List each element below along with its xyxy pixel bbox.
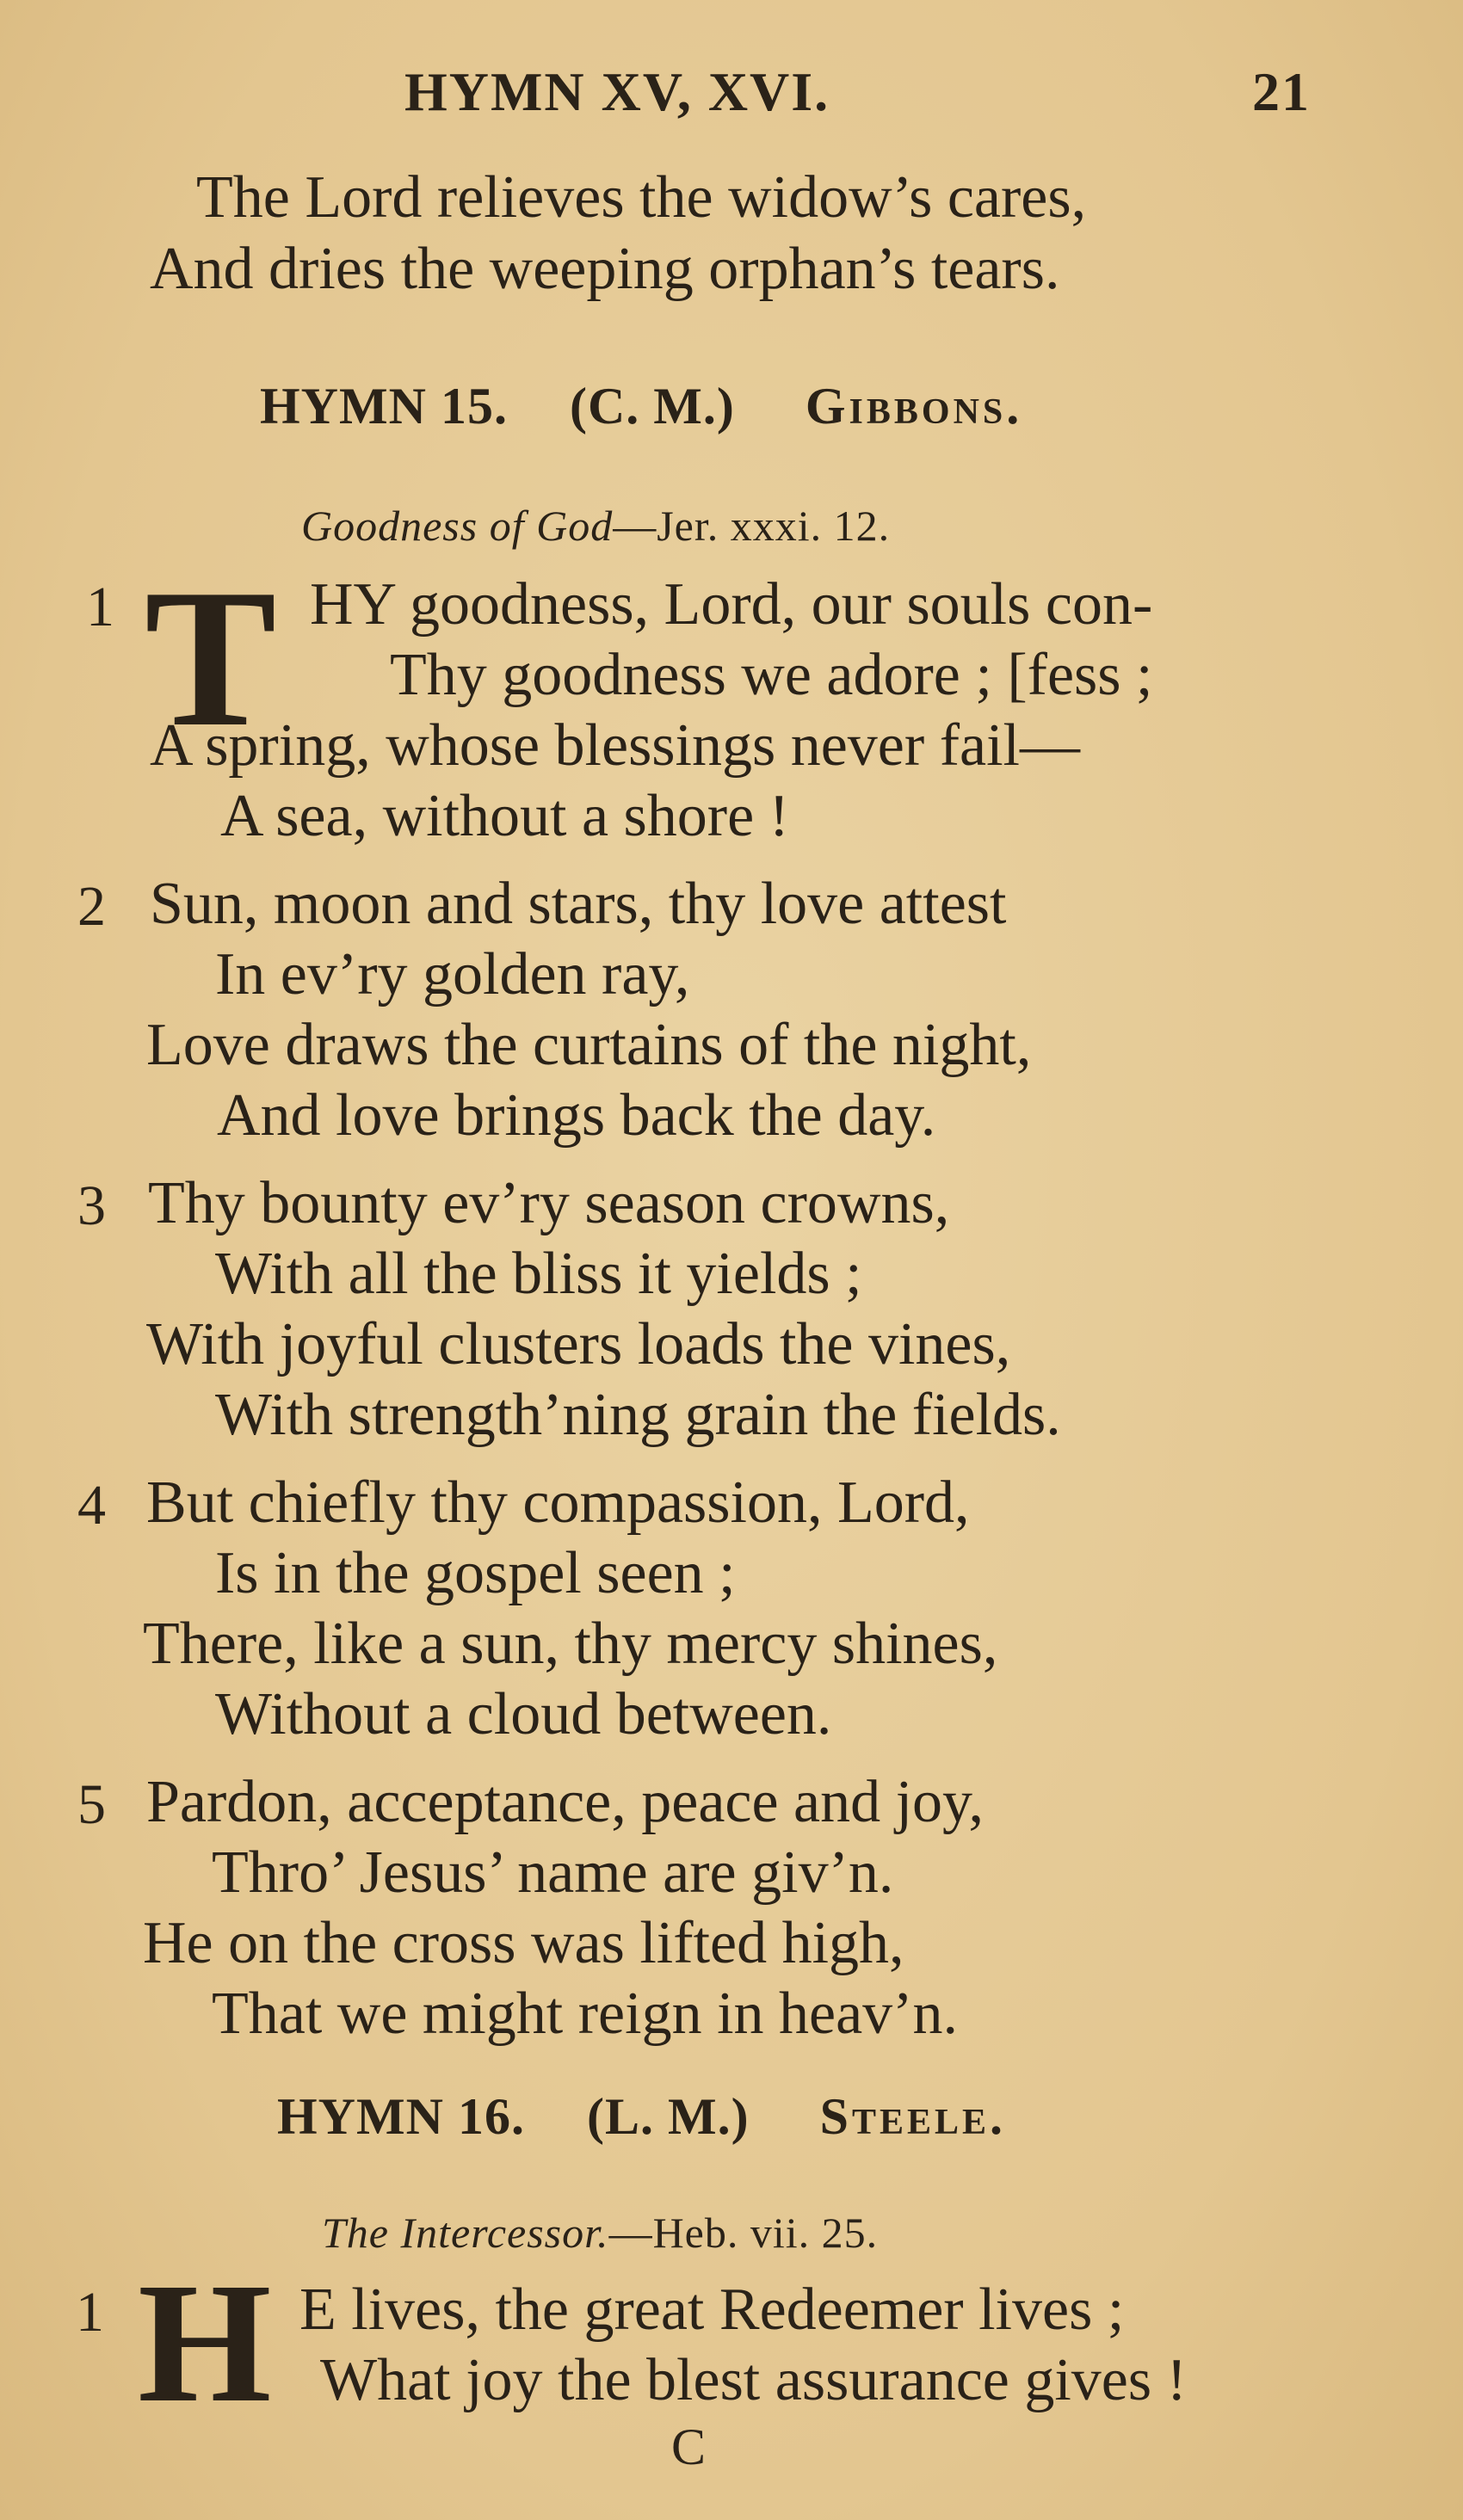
hymn-15-author: Gibbons. [805,378,1023,434]
verse-line: Thro’ Jesus’ name are giv’n. [212,1839,894,1906]
verse-line: Thy goodness we adore ; [fess ; [390,642,1153,708]
hymn-15-number: HYMN 15. [260,378,508,434]
verse-line: And love brings back the day. [217,1082,936,1149]
hymn-15-topic: Goodness of God [301,502,614,550]
hymn-16-number: HYMN 16. [277,2088,525,2145]
hymn-16-author: Steele. [819,2088,1007,2145]
preceding-line-1: The Lord relieves the widow’s cares, [196,164,1087,231]
verse-line: Without a cloud between. [215,1681,832,1747]
preceding-line-2: And dries the weeping orphan’s tears. [150,236,1060,302]
verse-line: What joy the blest assurance gives ! [320,2347,1187,2413]
verse-line: With all the bliss it yields ; [215,1241,862,1307]
stanza-number: 1 [86,576,114,638]
stanza-number: 4 [77,1474,106,1537]
verse-line: In ev’ry golden ray, [215,941,690,1007]
verse-line: That we might reign in heav’n. [212,1981,958,2047]
hymn-16-topic: The Intercessor. [322,2209,609,2257]
stanza-number: 2 [77,875,106,938]
verse-line: E lives, the great Redeemer lives ; [299,2277,1125,2343]
verse-line: With strength’ning grain the fields. [215,1382,1061,1448]
verse-line: Love draws the curtains of the night, [146,1012,1032,1078]
verse-line: Thy bounty ev’ry season crowns, [148,1170,950,1236]
verse-line: HY goodness, Lord, our souls con- [310,571,1153,638]
verse-line: A sea, without a shore ! [220,783,789,849]
verse-line: Sun, moon and stars, thy love attest [150,871,1007,937]
stanza-number: 1 [76,2281,104,2344]
hymn-15-meter: (C. M.) [569,378,735,434]
page-number: 21 [1252,61,1311,122]
drop-cap: H [138,2248,272,2438]
verse-line: With joyful clusters loads the vines, [146,1311,1011,1377]
running-head-title: HYMN XV, XVI. [404,61,830,122]
hymn-16-reference: —Heb. vii. 25. [608,2209,879,2257]
hymn-16-heading [277,2087,1006,2147]
verse-line: Pardon, acceptance, peace and joy, [146,1769,984,1835]
drop-cap: T [145,548,277,767]
hymn-15-reference: —Jer. xxxi. 12. [613,502,891,550]
hymn-16-subtitle [322,2208,878,2258]
verse-line: He on the cross was lifted high, [143,1910,904,1976]
verse-line: There, like a sun, thy mercy shines, [143,1611,998,1677]
verse-line: But chiefly thy compassion, Lord, [146,1469,970,1536]
hymn-16-meter: (L. M.) [586,2088,750,2145]
stanza-number: 5 [77,1773,106,1836]
verse-line: Is in the gospel seen ; [215,1540,736,1606]
signature-mark: C [671,2418,707,2475]
verse-line: A spring, whose blessings never fail— [150,712,1080,779]
stanza-number: 3 [77,1174,106,1237]
hymn-15-heading [260,377,1022,436]
hymn-15-subtitle [301,501,890,551]
